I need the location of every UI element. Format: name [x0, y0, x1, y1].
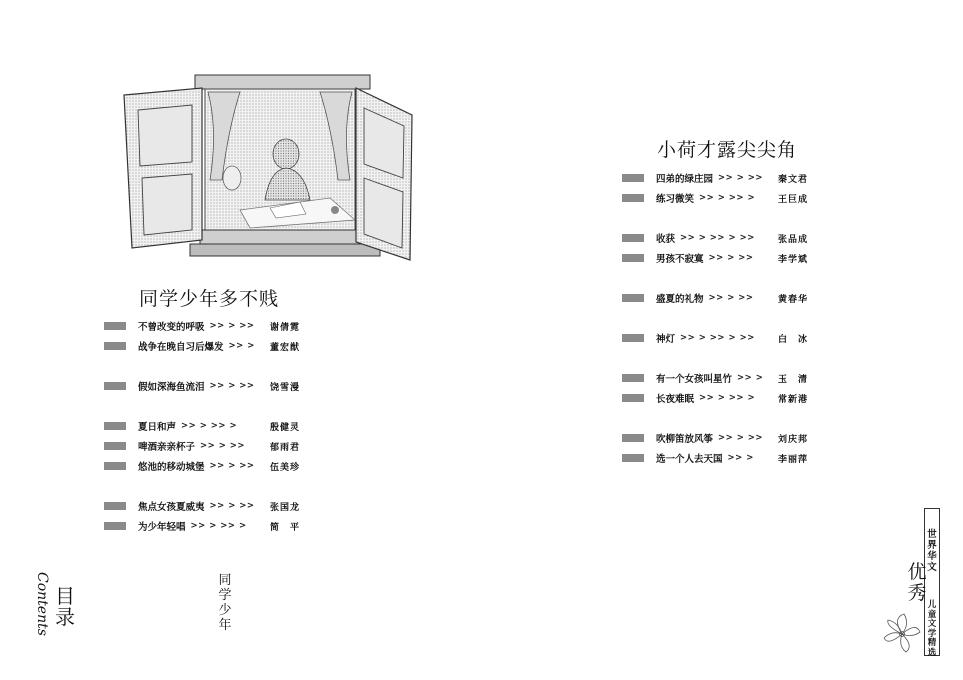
toc-bar	[622, 454, 644, 462]
toc-title: 练习微笑	[656, 194, 695, 205]
toc-arrows: >> > >> >	[190, 521, 247, 531]
toc-arrows: >> >	[228, 341, 255, 351]
toc-bar	[622, 434, 644, 442]
toc-bar	[622, 234, 644, 242]
toc-arrows: >> > >>	[209, 321, 255, 331]
toc-bar	[622, 194, 644, 202]
toc-bar	[104, 502, 126, 510]
toc-title: 选一个人去天国	[656, 454, 723, 465]
toc-author: 白 冰	[778, 334, 809, 345]
toc-title: 夏日和声	[138, 422, 177, 433]
toc-arrows: >> > >> >	[699, 393, 756, 403]
toc-bar	[622, 374, 644, 382]
toc-title: 为少年轻唱	[138, 522, 186, 533]
toc-arrows: >> >	[737, 373, 764, 383]
toc-bar	[104, 322, 126, 330]
toc-bar	[622, 394, 644, 402]
series-big-label: 优 秀	[907, 561, 927, 604]
toc-bar	[622, 254, 644, 262]
toc-arrows: >> > >> >	[181, 421, 238, 431]
toc-arrows: >> > >>	[708, 293, 754, 303]
toc-arrows: >> > >>	[209, 381, 255, 391]
toc-title: 长夜难眠	[656, 394, 695, 405]
toc-author: 秦文君	[778, 174, 809, 185]
toc-title: 盛夏的礼物	[656, 294, 704, 305]
toc-item[interactable]	[622, 192, 809, 205]
toc-author: 伍美珍	[270, 462, 301, 473]
toc-title: 神灯	[656, 334, 676, 345]
toc-title: 吹柳笛放风筝	[656, 434, 714, 445]
toc-author: 玉 清	[778, 374, 809, 385]
toc-title: 啤酒亲亲杯子	[138, 442, 196, 453]
toc-bar	[104, 522, 126, 530]
toc-arrows: >> > >> > >>	[680, 233, 755, 243]
toc-item[interactable]	[104, 520, 301, 533]
toc-author: 殷健灵	[270, 422, 301, 433]
toc-item[interactable]	[104, 320, 301, 333]
toc-arrows: >> > >>	[209, 501, 255, 511]
toc-author: 李学斌	[778, 254, 809, 265]
toc-title: 四弟的绿庄园	[656, 174, 714, 185]
toc-title: 焦点女孩夏威夷	[138, 502, 205, 513]
toc-arrows: >> > >>	[200, 441, 246, 451]
toc-author: 简 平	[270, 522, 301, 533]
toc-item[interactable]	[104, 340, 301, 353]
flower-icon	[882, 610, 922, 654]
toc-author: 刘庆邦	[778, 434, 809, 445]
toc-author: 董宏猷	[270, 342, 301, 353]
toc-item[interactable]	[104, 460, 301, 473]
toc-bar	[622, 174, 644, 182]
toc-title: 男孩不寂寞	[656, 254, 704, 265]
mulu-heading: 目 录	[55, 584, 75, 629]
toc-title: 悠池的移动城堡	[138, 462, 205, 473]
toc-author: 饶雪漫	[270, 382, 301, 393]
toc-bar	[104, 342, 126, 350]
toc-item[interactable]	[104, 420, 301, 433]
toc-item[interactable]	[622, 432, 809, 445]
toc-item[interactable]	[622, 392, 809, 405]
toc-item[interactable]	[622, 292, 809, 305]
toc-bar	[104, 422, 126, 430]
toc-author: 王巨成	[778, 194, 809, 205]
toc-bar	[104, 382, 126, 390]
toc-arrows: >> > >>	[718, 433, 764, 443]
toc-author: 李丽萍	[778, 454, 809, 465]
toc-bar	[622, 294, 644, 302]
series-bottom-label: 儿 童 文 学 精 选	[927, 600, 937, 658]
toc-item[interactable]	[622, 252, 809, 265]
toc-bar	[104, 442, 126, 450]
toc-author: 谢倩霓	[270, 322, 301, 333]
toc-arrows: >> > >> > >>	[680, 333, 755, 343]
toc-item[interactable]	[104, 440, 301, 453]
toc-item[interactable]	[622, 452, 809, 465]
toc-arrows: >> > >> >	[699, 193, 756, 203]
toc-author: 张品成	[778, 234, 809, 245]
toc-arrows: >> > >>	[708, 253, 754, 263]
toc-title: 不曾改变的呼吸	[138, 322, 205, 333]
toc-author: 郁雨君	[270, 442, 301, 453]
toc-item[interactable]	[104, 500, 301, 513]
toc-title: 有一个女孩叫星竹	[656, 374, 733, 385]
toc-author: 张国龙	[270, 502, 301, 513]
toc-author: 常新港	[778, 394, 809, 405]
toc-item[interactable]	[104, 380, 301, 393]
toc-author: 黄春华	[778, 294, 809, 305]
toc-title: 战争在晚自习后爆发	[138, 342, 224, 353]
toc-item[interactable]	[622, 372, 809, 385]
toc-title: 假如深海鱼流泪	[138, 382, 205, 393]
toc-item[interactable]	[622, 232, 809, 245]
toc-arrows: >> >	[727, 453, 754, 463]
toc-arrows: >> > >>	[209, 461, 255, 471]
toc-item[interactable]	[622, 332, 809, 345]
toc-title: 收获	[656, 234, 676, 245]
toc-item[interactable]	[622, 172, 809, 185]
toc-bar	[622, 334, 644, 342]
left-section-title: 同学少年多不贱	[139, 288, 280, 310]
right-section-title: 小荷才露尖尖角	[657, 139, 798, 161]
window-girl-illustration	[120, 70, 420, 265]
contents-latin-label: Contents	[34, 572, 50, 636]
toc-bar	[104, 462, 126, 470]
series-top-label: 世 界 华 文	[927, 529, 937, 573]
section-vertical-label: 同 学 少 年	[218, 573, 232, 633]
toc-arrows: >> > >>	[718, 173, 764, 183]
